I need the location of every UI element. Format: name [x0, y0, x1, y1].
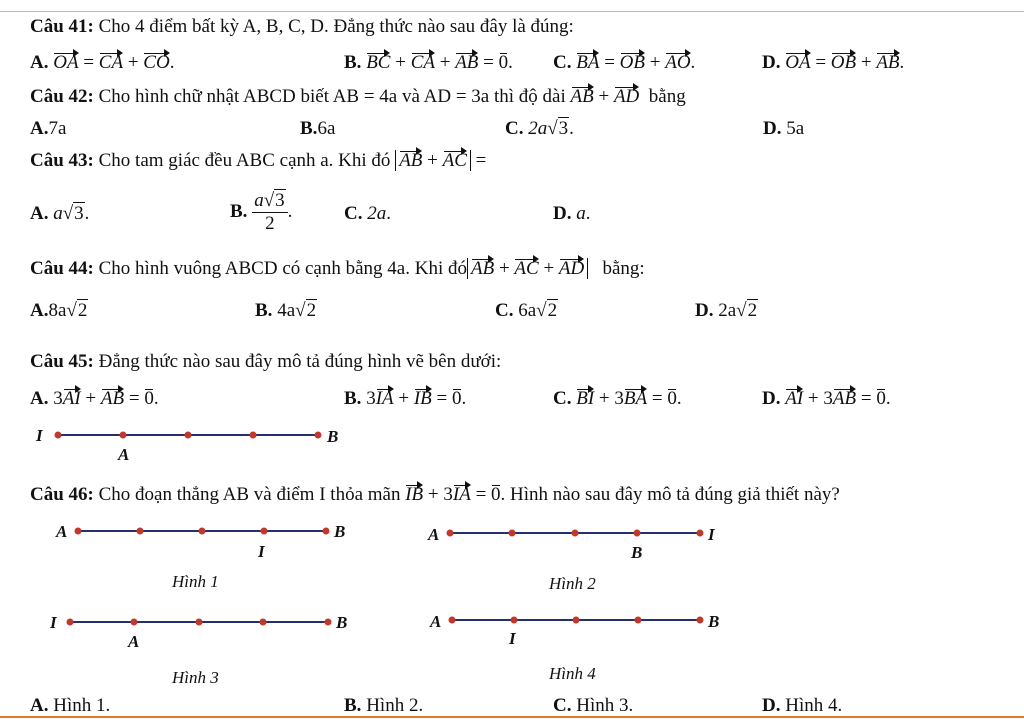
- bottom-border: [0, 716, 1024, 722]
- fig3-below-label: A: [128, 632, 140, 651]
- q42-option-c[interactable]: C. 2a√3.: [505, 118, 574, 139]
- q45-option-a[interactable]: A. 3AI + AB = 0.: [30, 388, 159, 409]
- fig3-point: [67, 619, 74, 626]
- q46-option-d[interactable]: D. Hình 4.: [762, 695, 843, 716]
- fig3-caption: Hình 3: [172, 668, 219, 687]
- fig4-point: [573, 617, 580, 624]
- fig4-caption: Hình 4: [549, 664, 596, 683]
- q45-right-label: B: [327, 427, 339, 446]
- fig2-point: [447, 530, 454, 537]
- q45-option-d[interactable]: D. AI + 3AB = 0.: [762, 388, 891, 409]
- fig2-below-label: B: [631, 543, 643, 562]
- fig2-caption: Hình 2: [549, 574, 596, 593]
- fig3-right-label: B: [336, 613, 348, 632]
- q42-stem: Câu 42: Cho hình chữ nhật ABCD biết AB = 4a và AD = 3a thì độ dài AB + AD bằng: [30, 86, 686, 107]
- fig1-point: [261, 528, 268, 535]
- fig1-left-label: A: [56, 522, 68, 541]
- q41-option-d[interactable]: D. OA = OB + AB.: [762, 52, 905, 73]
- q44-option-b[interactable]: B. 4a√2: [255, 300, 317, 321]
- fig4-left-label: A: [430, 612, 442, 631]
- fig1-point: [323, 528, 330, 535]
- fig2-point: [572, 530, 579, 537]
- fig1-point: [199, 528, 206, 535]
- q44-option-c[interactable]: C. 6a√2: [495, 300, 558, 321]
- fig2-point: [634, 530, 641, 537]
- q45-stem: Câu 45: Đẳng thức nào sau đây mô tả đúng hình vẽ bên dưới:: [30, 351, 502, 372]
- q43-option-d[interactable]: D. a.: [553, 203, 591, 224]
- q42-option-d[interactable]: D. 5a: [763, 118, 805, 139]
- fig1-caption: Hình 1: [172, 572, 219, 591]
- fig1-point: [75, 528, 82, 535]
- q45-left-label: I: [36, 426, 43, 445]
- q42-option-a[interactable]: A.7a: [30, 118, 67, 139]
- fig2-left-label: A: [428, 525, 440, 544]
- fig3-point: [260, 619, 267, 626]
- fig3-point: [196, 619, 203, 626]
- fig3-point: [325, 619, 332, 626]
- fig2-point: [697, 530, 704, 537]
- fig1-point: [137, 528, 144, 535]
- q44-option-a[interactable]: A.8a√2: [30, 300, 88, 321]
- fig1-right-label: B: [334, 522, 346, 541]
- q46-option-a[interactable]: A. Hình 1.: [30, 695, 111, 716]
- fig4-point: [635, 617, 642, 624]
- fig1-below-label: I: [258, 542, 265, 561]
- q45-option-c[interactable]: C. BI + 3BA = 0.: [553, 388, 682, 409]
- q41-option-b[interactable]: B. BC + CA + AB = 0.: [344, 52, 513, 73]
- fig3-left-label: I: [50, 613, 57, 632]
- q44-stem: Câu 44: Cho hình vuông ABCD có cạnh bằng 4a. Khi đó AB + AC + AD bằng:: [30, 258, 645, 279]
- fig4-point: [449, 617, 456, 624]
- q45-option-b[interactable]: B. 3IA + IB = 0.: [344, 388, 467, 409]
- fig4-right-label: B: [708, 612, 720, 631]
- q46-option-c[interactable]: C. Hình 3.: [553, 695, 634, 716]
- fig4-point: [511, 617, 518, 624]
- q44-option-d[interactable]: D. 2a√2: [695, 300, 758, 321]
- fig4-below-label: I: [509, 629, 516, 648]
- q41-option-a[interactable]: A. OA = CA + CO.: [30, 52, 175, 73]
- q43-option-b[interactable]: B. $\frac{a√3}{2}$ .: [230, 190, 293, 234]
- q43-option-a[interactable]: A. a√3.: [30, 203, 90, 224]
- fig2-point: [509, 530, 516, 537]
- fig3-point: [131, 619, 138, 626]
- q43-option-c[interactable]: C. 2a.: [344, 203, 391, 224]
- q46-option-b[interactable]: B. Hình 2.: [344, 695, 424, 716]
- fig4-point: [697, 617, 704, 624]
- q42-option-b[interactable]: B.6a: [300, 118, 336, 139]
- q41-text: Cho 4 điểm bất kỳ A, B, C, D. Đẳng thức nào sau đây là đúng:: [98, 16, 574, 37]
- q41-option-c[interactable]: C. BA = OB + AO.: [553, 52, 696, 73]
- q41-label: Câu 41:: [30, 16, 94, 37]
- fig2-right-label: I: [708, 525, 715, 544]
- q45-below-label: A: [118, 445, 130, 464]
- q46-stem: Câu 46: Cho đoạn thẳng AB và điểm I thỏa mãn IB + 3IA = 0. Hình nào sau đây mô tả đúng giả thiết này?: [30, 484, 840, 505]
- q43-stem: Câu 43: Cho tam giác đều ABC cạnh a. Khi đó AB + AC =: [30, 150, 487, 171]
